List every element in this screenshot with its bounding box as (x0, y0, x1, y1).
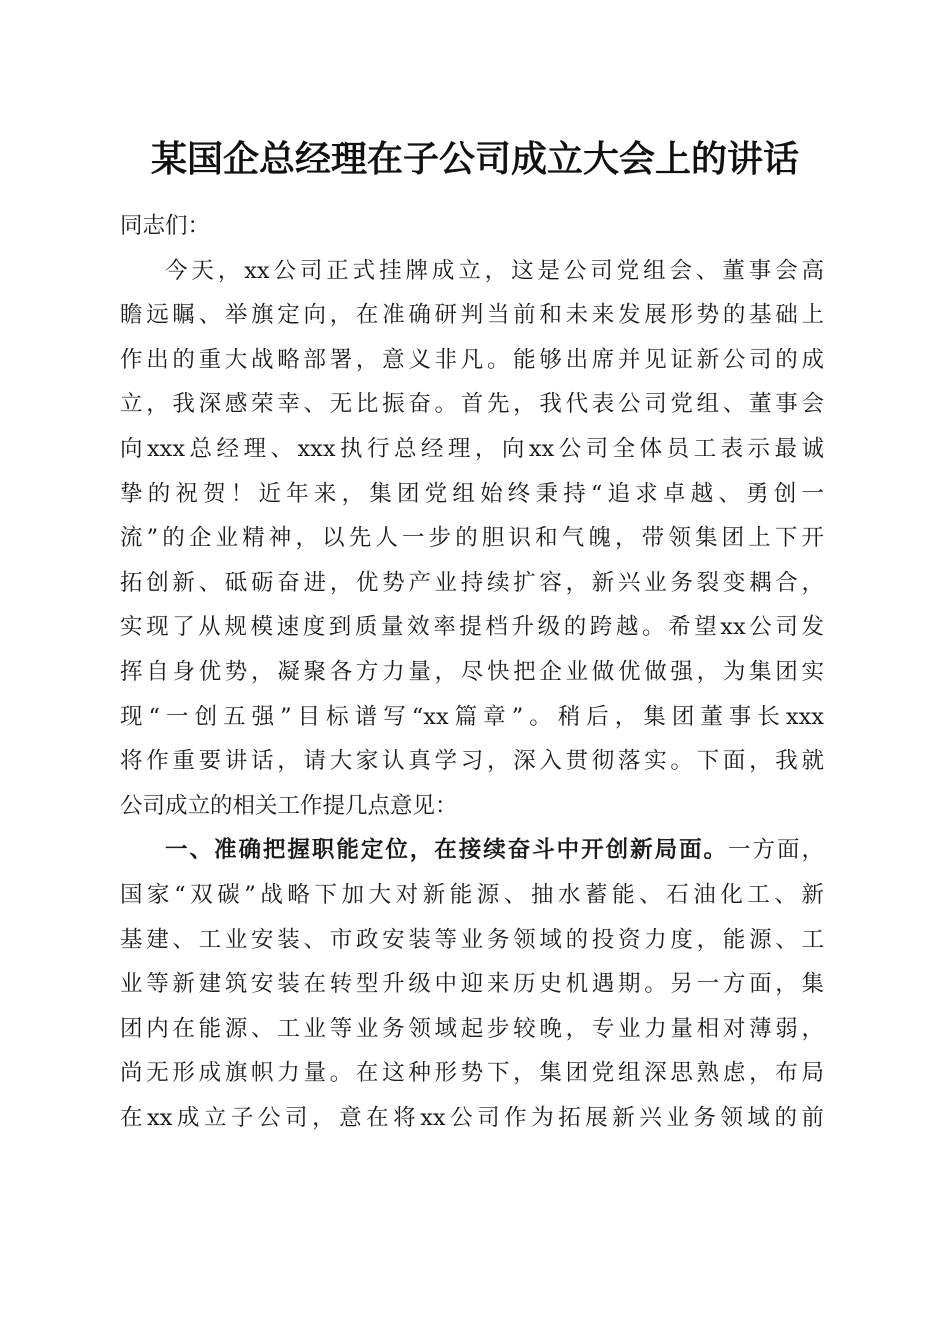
section-heading-line (120, 828, 824, 873)
paragraph-line: 实现了从规模速度到质量效率提档升级的跨越。希望xx公司发 (120, 614, 824, 641)
salutation: 同志们： (120, 213, 211, 239)
paragraph-line: 流”的企业精神，以先人一步的胆识和气魄，带领集团上下开 (120, 525, 824, 552)
document-body (120, 204, 824, 1140)
paragraph-line: 拓创新、砥砺奋进，优势产业持续扩容，新兴业务裂变耦合， (120, 569, 824, 596)
paragraph-line: 团内在能源、工业等业务领域起步较晚，专业力量相对薄弱， (120, 1015, 824, 1042)
paragraph-line: 挚的祝贺！近年来，集团党组始终秉持“追求卓越、勇创一 (120, 480, 824, 507)
paragraph-line: 现“一创五强”目标谱写“xx篇章”。稍后，集团董事长xxx (120, 703, 824, 730)
paragraph-line: 业等新建筑安装在转型升级中迎来历史机遇期。另一方面，集 (120, 971, 824, 998)
paragraph-line: 今天，xx公司正式挂牌成立，这是公司党组会、董事会高 (165, 257, 824, 284)
paragraph-line: 基建、工业安装、市政安装等业务领域的投资力度，能源、工 (120, 926, 824, 953)
paragraph-line: 立，我深感荣幸、无比振奋。首先，我代表公司党组、董事会 (120, 391, 824, 418)
paragraph-line: 挥自身优势，凝聚各方力量，尽快把企业做优做强，为集团实 (120, 658, 824, 685)
paragraph-line: 国家“双碳”战略下加大对新能源、抽水蓄能、石油化工、新 (120, 881, 824, 908)
paragraph-line: 瞻远瞩、举旗定向，在准确研判当前和未来发展形势的基础上 (120, 302, 824, 329)
paragraph-line: 尚无形成旗帜力量。在这种形势下，集团党组深思熟虑，布局 (120, 1060, 824, 1087)
paragraph-line: 向xxx总经理、xxx执行总经理，向xx公司全体员工表示最诚 (120, 435, 824, 462)
document-title: 某国企总经理在子公司成立大会上的讲话 (150, 138, 799, 180)
section-heading-rest: 一方面， (728, 837, 824, 864)
paragraph-line: 在xx成立子公司，意在将xx公司作为拓展新兴业务领域的前 (120, 1104, 824, 1131)
section-heading: 一、准确把握职能定位，在接续奋斗中开创新局面。 (165, 837, 729, 864)
paragraph-line: 公司成立的相关工作提几点意见： (120, 792, 458, 819)
paragraph-line: 作出的重大战略部署，意义非凡。能够出席并见证新公司的成 (120, 346, 824, 373)
paragraph-line: 将作重要讲话，请大家认真学习，深入贯彻落实。下面，我就 (120, 748, 824, 775)
